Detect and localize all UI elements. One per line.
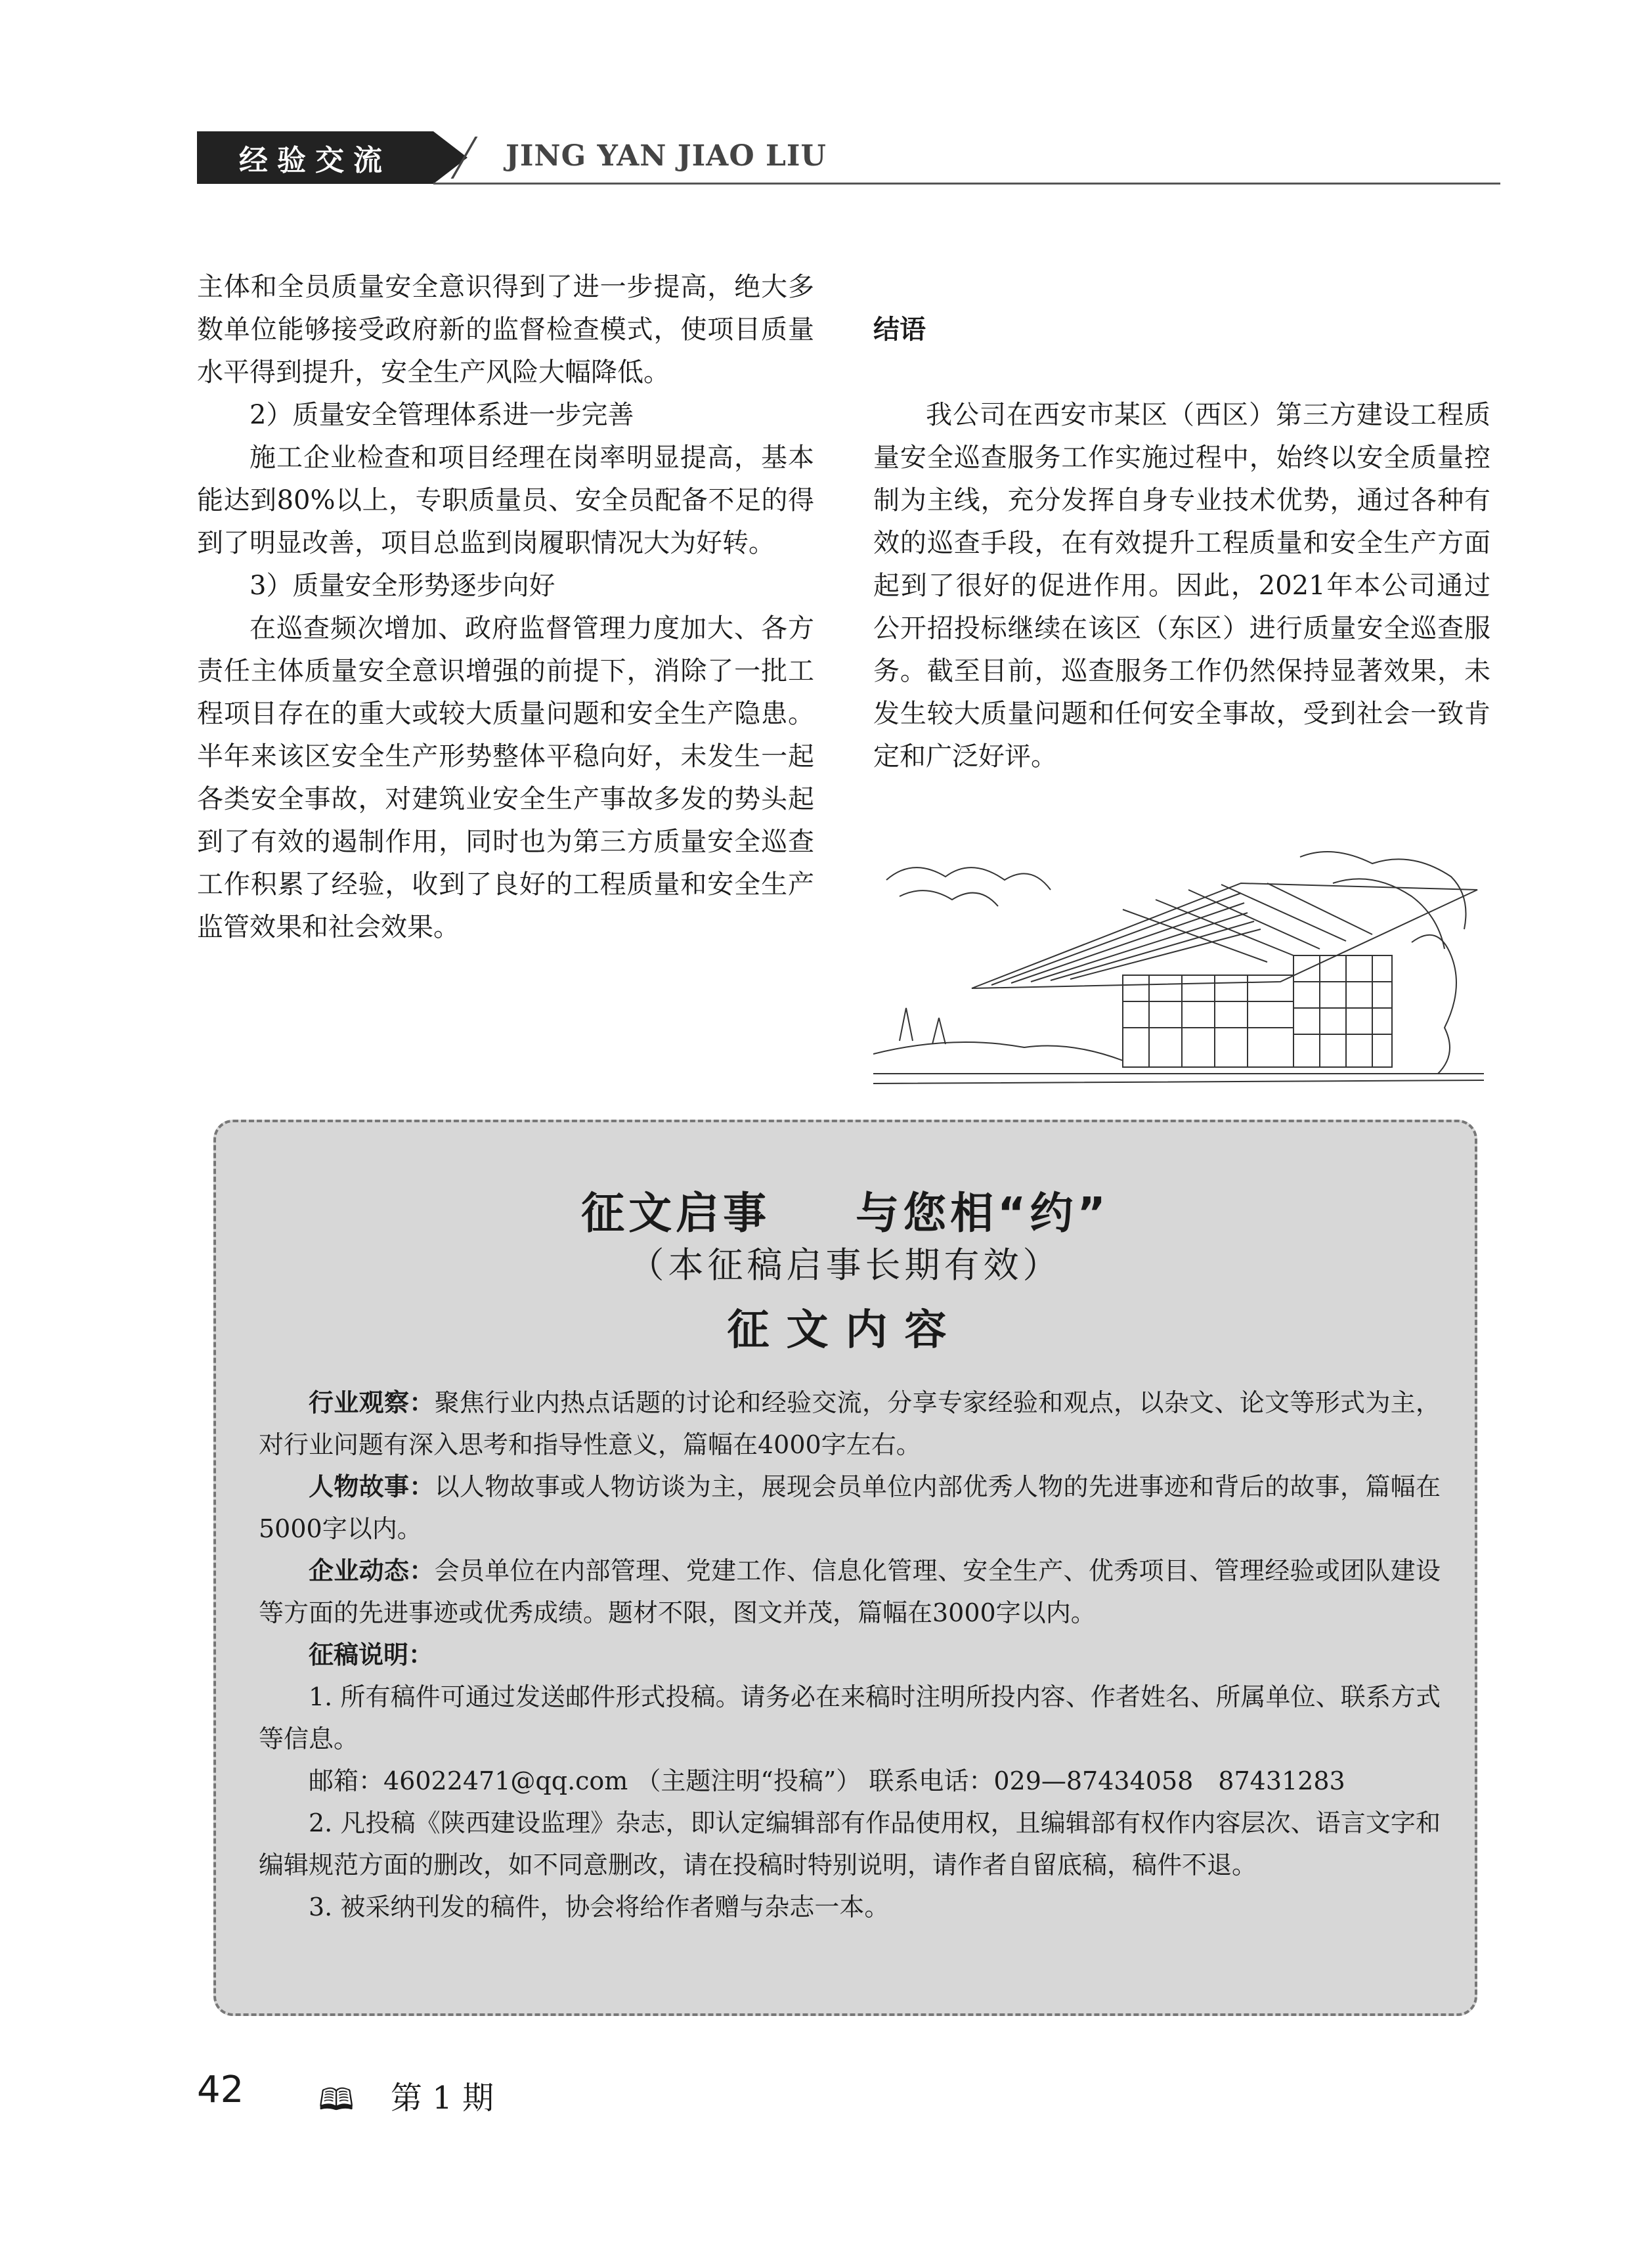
header-rule	[433, 183, 1500, 185]
notice-title-slogan: 与您相“约”	[856, 1188, 1110, 1238]
page-footer	[197, 2069, 788, 2121]
notice-item-label: 企业动态：	[309, 1556, 435, 1585]
notice-item-label: 行业观察：	[309, 1388, 435, 1417]
notice-subtitle: （本征稿启事长期有效）	[628, 1244, 1062, 1286]
notice-item-text: 会员单位在内部管理、党建工作、信息化管理、安全生产、优秀项目、管理经验或团队建设等方面的先进事迹或优秀成绩。题材不限，图文并茂，篇幅在3000字以内。	[259, 1556, 1441, 1627]
left-paragraph: 施工企业检查和项目经理在岗率明显提高，基本能达到80%以上，专职质量员、安全员配备不足的得到了明显改善，项目总监到岗履职情况大为好转。	[197, 443, 814, 558]
left-subheading: 3）质量安全形势逐步向好	[250, 571, 555, 601]
left-column	[197, 266, 814, 949]
right-column	[873, 309, 1490, 778]
call-for-papers-box	[213, 1120, 1477, 2016]
page-header	[197, 131, 1500, 184]
building-sketch-illustration	[873, 844, 1484, 1093]
book-icon: 🕮	[318, 2082, 355, 2117]
page-number: 42	[197, 2069, 244, 2111]
conclusion-heading: 结语	[873, 315, 926, 345]
notice-title-main: 征文启事	[581, 1188, 771, 1238]
notice-content-heading: 征文内容	[727, 1306, 964, 1355]
instruction-line: 3. 被采纳刊发的稿件，协会将给作者赠与杂志一本。	[309, 1893, 890, 1921]
section-romanization: JING YAN JIAO LIU	[506, 139, 827, 173]
notice-title	[216, 1178, 1475, 1240]
notice-item-text: 以人物故事或人物访谈为主，展现会员单位内部优秀人物的先进事迹和背后的故事，篇幅在5000字以内。	[259, 1472, 1441, 1543]
left-subheading: 2）质量安全管理体系进一步完善	[250, 400, 634, 430]
notice-item	[259, 1550, 1441, 1634]
notice-item	[259, 1382, 1441, 1466]
section-tab: 经验交流	[197, 131, 433, 184]
instruction-line: 2. 凡投稿《陕西建设监理》杂志，即认定编辑部有作品使用权，且编辑部有权作内容层次、语言文字和编辑规范方面的删改，如不同意删改，请在投稿时特别说明，请作者自留底稿，稿件不退。	[259, 1808, 1441, 1879]
notice-item	[259, 1466, 1441, 1550]
instructions-heading: 征稿说明：	[309, 1640, 434, 1669]
instruction-line: 1. 所有稿件可通过发送邮件形式投稿。请务必在来稿时注明所投内容、作者姓名、所属单位、联系方式等信息。	[259, 1682, 1441, 1753]
contact-line: 邮箱：46022471@qq.com （主题注明“投稿”） 联系电话：029—87434058 87431283	[309, 1766, 1345, 1795]
notice-item-label: 人物故事：	[309, 1472, 435, 1501]
notice-item-text: 聚焦行业内热点话题的讨论和经验交流，分享专家经验和观点，以杂文、论文等形式为主，对行业问题有深入思考和指导性意义，篇幅在4000字左右。	[259, 1388, 1441, 1459]
issue-label: 第 1 期	[391, 2080, 494, 2116]
left-paragraph: 主体和全员质量安全意识得到了进一步提高，绝大多数单位能够接受政府新的监督检查模式，使项目质量水平得到提升，安全生产风险大幅降低。	[197, 272, 814, 387]
left-paragraph: 在巡查频次增加、政府监督管理力度加大、各方责任主体质量安全意识增强的前提下，消除了一批工程项目存在的重大或较大质量问题和安全生产隐患。半年来该区安全生产形势整体平稳向好，未发生一起各类安全事故，对建筑业安全生产事故多发的势头起到了有效的遏制作用，同时也为第三方质量安全巡查工作积累了经验，收到了良好的工程质量和安全生产监管效果和社会效果。	[197, 613, 814, 942]
conclusion-paragraph: 我公司在西安市某区（西区）第三方建设工程质量安全巡查服务工作实施过程中，始终以安全质量控制为主线，充分发挥自身专业技术优势，通过各种有效的巡查手段，在有效提升工程质量和安全生产方面起到了很好的促进作用。因此，2021年本公司通过公开招投标继续在该区（东区）进行质量安全巡查服务。截至目前，巡查服务工作仍然保持显著效果，未发生较大质量问题和任何安全事故，受到社会一致肯定和广泛好评。	[873, 400, 1490, 772]
notice-body	[259, 1382, 1441, 1928]
